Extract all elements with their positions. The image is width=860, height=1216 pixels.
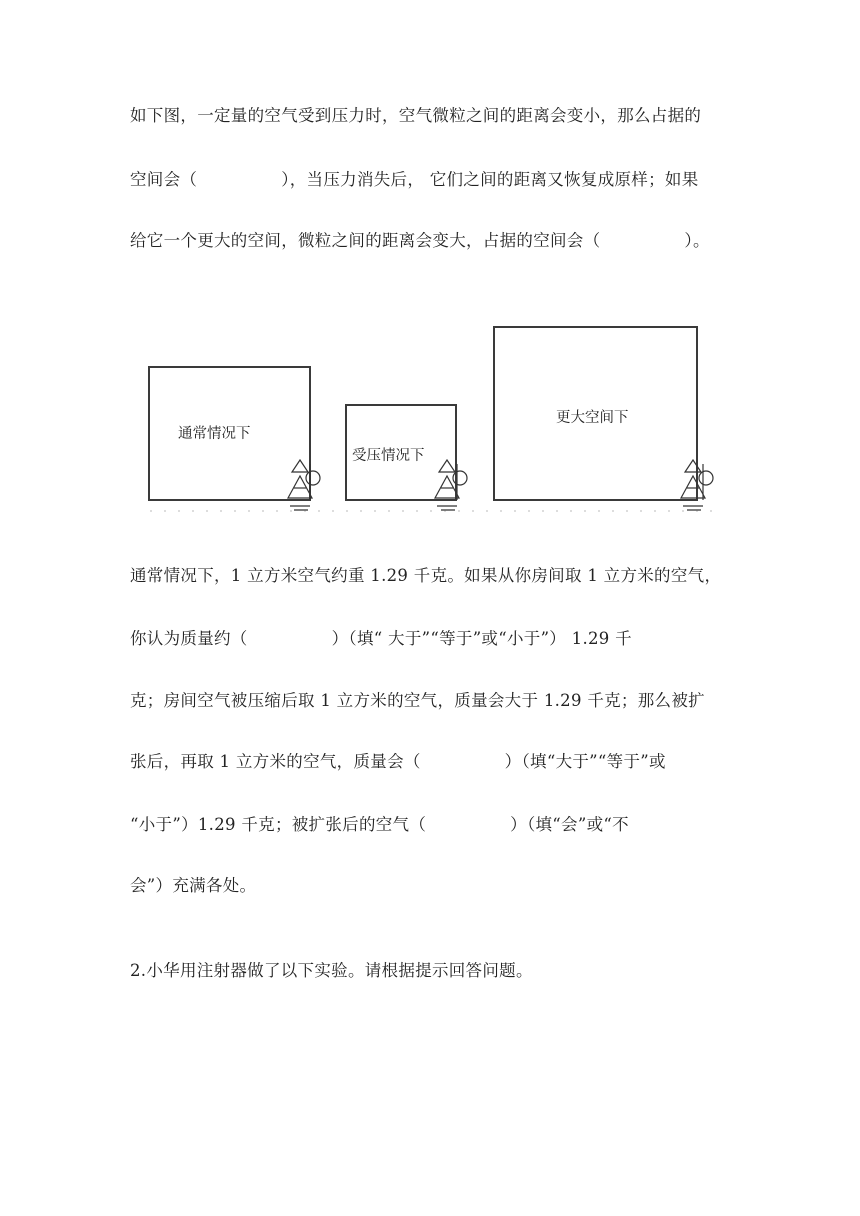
text-line: 克；房间空气被压缩后取 1 立方米的空气，质量会大于 1.29 千克；那么被扩 (130, 691, 705, 710)
pump-figure-icon (280, 456, 330, 516)
pump-figure-icon (427, 456, 477, 516)
text-line: 如下图，一定量的空气受到压力时，空气微粒之间的距离会变小，那么占据的 (130, 106, 702, 125)
text-line: 张后，再取 1 立方米的空气，质量会（ ）（填“大于”“等于”或 (130, 752, 666, 771)
box-normal-label: 通常情况下 (178, 426, 251, 442)
text-line: 通常情况下，1 立方米空气约重 1.29 千克。如果从你房间取 1 立方米的空气， (130, 566, 722, 585)
air-pressure-figure (140, 318, 730, 523)
question-2: 2.小华用注射器做了以下实验。请根据提示回答问题。 (130, 961, 533, 980)
pump-figure-icon (673, 456, 723, 516)
text-line: 你认为质量约（ ）（填“ 大于”“等于”或“小于”） 1.29 千 (130, 629, 632, 648)
box-large-label: 更大空间下 (556, 410, 629, 426)
text-line: 会”）充满各处。 (130, 876, 257, 895)
box-pressed-label: 受压情况下 (352, 448, 425, 464)
text-line: 给它一个更大的空间，微粒之间的距离会变大，占据的空间会（ ）。 (130, 231, 710, 250)
text-line: 空间会（ ），当压力消失后， 它们之间的距离又恢复成原样；如果 (130, 170, 699, 189)
baseline-dots (140, 508, 730, 514)
text-line: “小于”）1.29 千克；被扩张后的空气（ ）（填“会”或“不 (130, 815, 629, 834)
